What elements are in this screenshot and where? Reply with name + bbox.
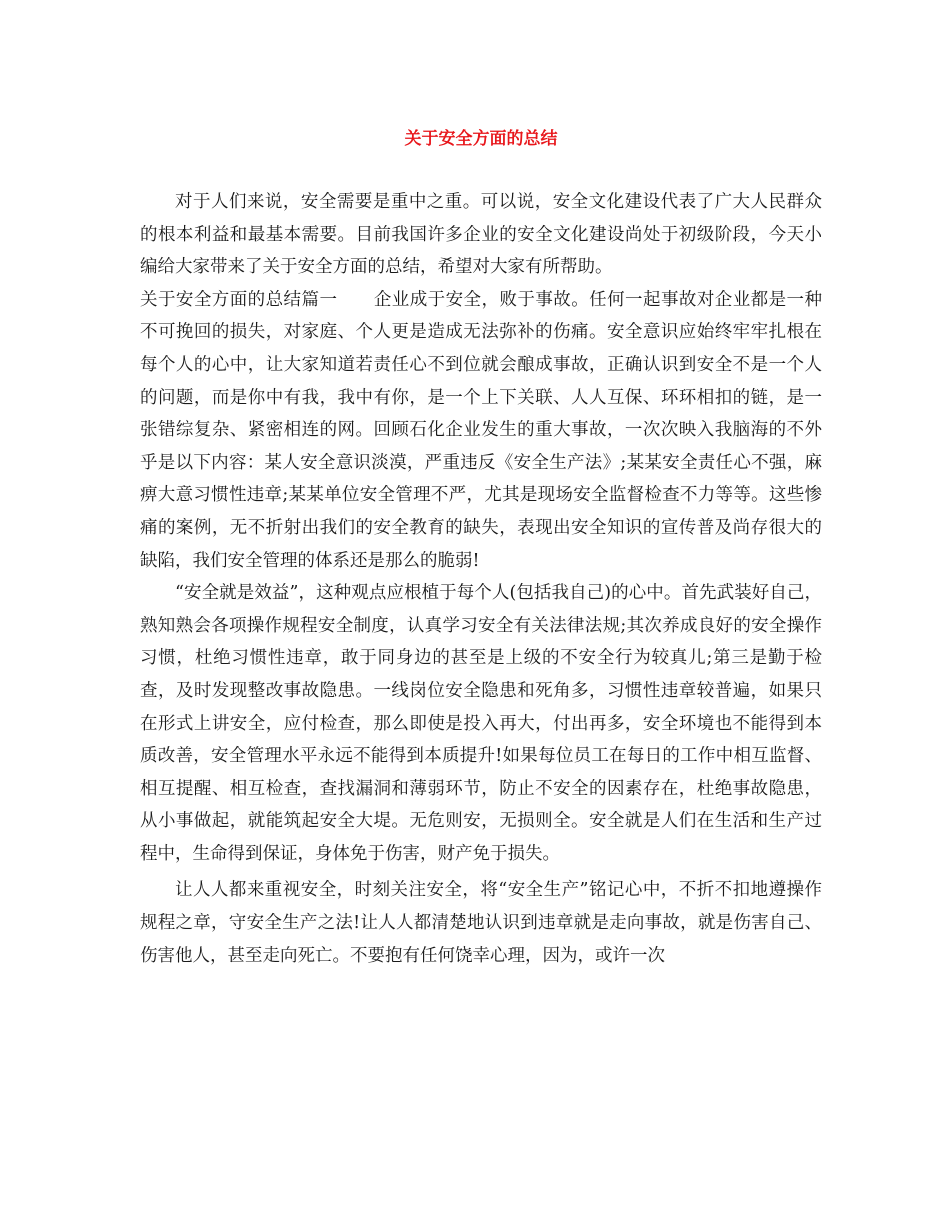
paragraph-two: “安全就是效益”，这种观点应根植于每个人(包括我自己)的心中。首先武装好自己，熟知熟会各项操作规程安全制度，认真学习安全有关法律法规;其次养成良好的安全操作习惯，杜绝习惯性违章，敢于同身边的甚至是上级的不安全行为较真儿;第三是勤于检查，及时发现整改事故隐患。一线岗位安全隐患和死角多，习惯性违章较普遍，如果只在形式上讲安全，应付检查，那么即使是投入再大，付出再多，安全环境也不能得到本质改善，安全管理水平永远不能得到本质提升!如果每位员工在每日的工作中相互监督、相互提醒、相互检查，查找漏洞和薄弱环节，防止不安全的因素存在，杜绝事故隐患，从小事做起，就能筑起安全大堤。无危则安，无损则全。安全就是人们在生活和生产过程中，生命得到保证，身体免于伤害，财产免于损失。 xyxy=(140,583,822,864)
section-heading: 关于安全方面的总结篇一 xyxy=(140,289,338,310)
section-one-text: 企业成于安全，败于事故。任何一起事故对企业都是一种不可挽回的损失，对家庭、个人更是造成无法弥补的伤痛。安全意识应始终牢牢扎根在每个人的心中，让大家知道若责任心不到位就会酿成事故，正确认识到安全不是一个人的问题，而是你中有我，我中有你，是一个上下关联、人人互保、环环相扣的链，是一张错综复杂、紧密相连的网。回顾石化企业发生的重大事故，一次次映入我脑海的不外乎是以下内容：某人安全意识淡漠，严重违反《安全生产法》;某某安全责任心不强，麻痹大意习惯性违章;某某单位安全管理不严，尤其是现场安全监督检查不力等等。这些惨痛的案例，无不折射出我们的安全教育的缺失，表现出安全知识的宣传普及尚存很大的缺陷，我们安全管理的体系还是那么的脆弱! xyxy=(140,289,822,571)
document-page xyxy=(140,0,822,1230)
document-title: 关于安全方面的总结 xyxy=(404,129,558,149)
intro-paragraph: 对于人们来说，安全需要是重中之重。可以说，安全文化建设代表了广大人民群众的根本利益和最基本需要。目前我国许多企业的安全文化建设尚处于初级阶段，今天小编给大家带来了关于安全方面的总结，希望对大家有所帮助。 xyxy=(140,192,822,278)
paragraph-three: 让人人都来重视安全，时刻关注安全，将“安全生产”铭记心中，不折不扣地遵操作规程之章，守安全生产之法!让人人都清楚地认识到违章就是走向事故，就是伤害自己、伤害他人，甚至走向死亡。不要抱有任何饶幸心理，因为，或许一次 xyxy=(140,880,822,966)
document-body xyxy=(140,186,822,972)
section-one-paragraph xyxy=(140,284,822,577)
